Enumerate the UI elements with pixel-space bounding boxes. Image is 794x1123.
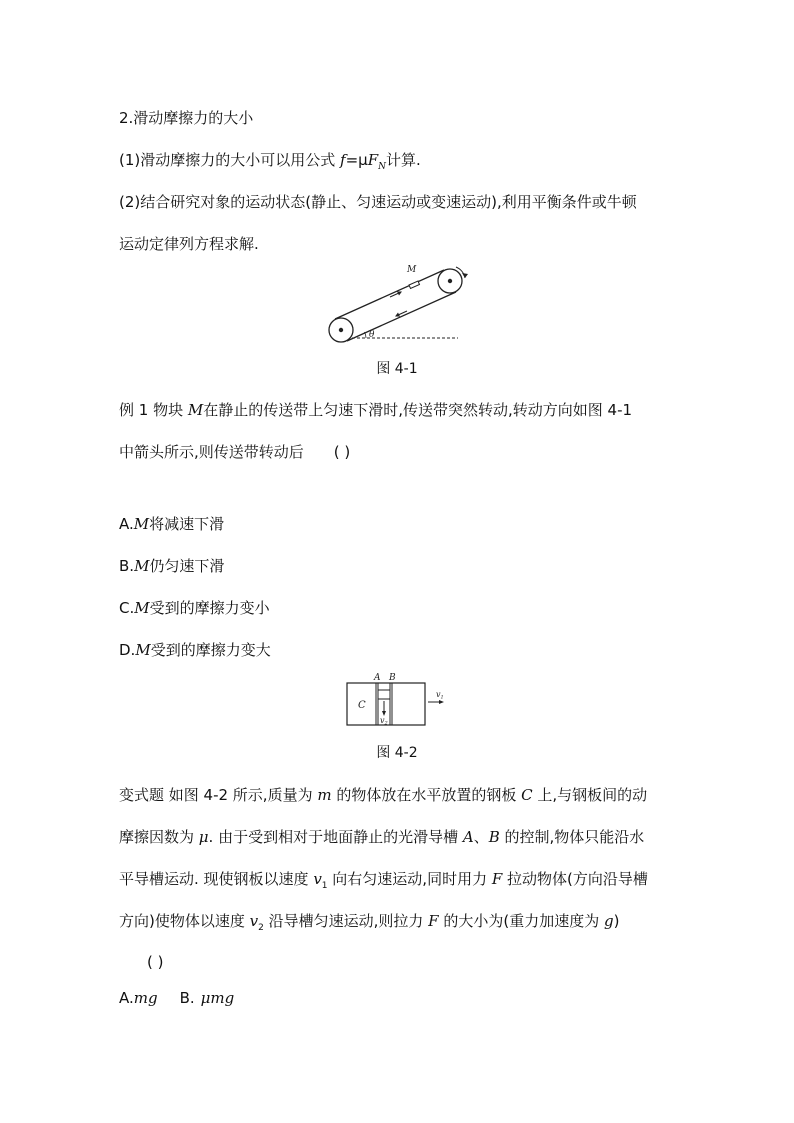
option-a bbox=[119, 514, 224, 534]
variant-var-F: F bbox=[491, 870, 503, 888]
variant-var-v2: v bbox=[249, 912, 259, 930]
option-d-letter: D. bbox=[119, 641, 136, 659]
formula-F: F bbox=[367, 151, 379, 169]
point-2-line-2: 运动定律列方程求解. bbox=[119, 235, 259, 253]
variant-options bbox=[119, 988, 234, 1008]
section-title: 2.滑动摩擦力的大小 bbox=[119, 109, 254, 127]
variant-var-C: C bbox=[521, 786, 533, 804]
variant-var-v2-sub: 2 bbox=[258, 923, 264, 933]
example-1-line-2 bbox=[119, 442, 350, 462]
variant-l2-text-b: . 由于受到相对于地面静止的光滑导槽 bbox=[208, 828, 463, 846]
variant-l2-text-d: 的控制,物体只能沿水 bbox=[499, 828, 645, 846]
variant-l3-text-b: 向右匀速运动,同时用力 bbox=[327, 870, 492, 888]
option-c bbox=[119, 598, 270, 618]
variant-line-3 bbox=[119, 869, 648, 896]
point-1 bbox=[119, 150, 421, 177]
variant-l2-text-c: 、 bbox=[473, 828, 489, 846]
belt-lower-edge bbox=[347, 292, 456, 341]
belt-upper-edge bbox=[335, 270, 444, 319]
label-C: C bbox=[358, 700, 366, 711]
block-M bbox=[409, 281, 420, 289]
option-c-text: 受到的摩擦力变小 bbox=[149, 599, 270, 617]
example-1-question: 中箭头所示,则传送带转动后 bbox=[119, 443, 304, 461]
option-d-var: M bbox=[135, 641, 151, 659]
option-b-letter: B. bbox=[119, 557, 135, 575]
option-a-text: 将减速下滑 bbox=[149, 515, 225, 533]
variant-var-B: B bbox=[488, 828, 500, 846]
label-M: M bbox=[407, 265, 417, 275]
variant-option-a-letter: A. bbox=[119, 989, 134, 1007]
variant-option-b-letter: B. bbox=[179, 989, 195, 1007]
formula-sub-N: N bbox=[378, 162, 387, 172]
variant-var-A: A bbox=[462, 828, 474, 846]
variant-l2-text-a: 摩擦因数为 bbox=[119, 828, 199, 846]
variant-var-F-2: F bbox=[428, 912, 439, 930]
option-c-var: M bbox=[134, 599, 150, 617]
example-1-line-1 bbox=[119, 400, 632, 420]
variant-var-v1-sub: 1 bbox=[321, 881, 328, 891]
variant-l1-text-c: 上,与钢板间的动 bbox=[532, 786, 648, 804]
label-theta: θ bbox=[369, 330, 375, 340]
figure-2-caption: 图 4-2 bbox=[376, 745, 418, 761]
option-a-var: M bbox=[133, 515, 150, 533]
v1-arrowhead bbox=[439, 700, 444, 704]
variant-var-g: g bbox=[603, 912, 614, 930]
variant-l4-text-c: 的大小为(重力加速度为 bbox=[438, 912, 604, 930]
point-1-prefix: (1)滑动摩擦力的大小可以用公式 bbox=[119, 151, 341, 169]
lower-pulley-axle bbox=[339, 328, 343, 332]
variant-l3-text-c: 拉动物体(方向沿导槽 bbox=[502, 870, 648, 888]
example-1-prefix: 例 1 物块 bbox=[119, 401, 188, 419]
variant-line-4 bbox=[119, 911, 619, 938]
label-A: A bbox=[374, 673, 381, 683]
option-d-text: 受到的摩擦力变大 bbox=[150, 641, 271, 659]
variant-var-m: m bbox=[317, 786, 332, 804]
figure-steel-plate bbox=[340, 670, 460, 730]
option-b-text: 仍匀速下滑 bbox=[149, 557, 225, 575]
example-1-suffix: 在静止的传送带上匀速下滑时,传送带突然转动,转动方向如图 4-1 bbox=[203, 401, 633, 419]
label-v2: v2 bbox=[380, 716, 388, 727]
label-v1: v1 bbox=[436, 690, 444, 701]
variant-option-b-value: mg bbox=[210, 989, 235, 1007]
formula-f: f bbox=[340, 151, 346, 169]
variant-option-a-value: mg bbox=[133, 989, 158, 1007]
variant-l1-text-a: 变式题 如图 4-2 所示,质量为 bbox=[119, 786, 318, 804]
option-d bbox=[119, 640, 271, 660]
option-c-letter: C. bbox=[119, 599, 135, 617]
variant-l4-text-a: 方向)使物体以速度 bbox=[119, 912, 250, 930]
figure-conveyor-belt bbox=[320, 255, 470, 350]
variant-bracket: ( ) bbox=[147, 953, 164, 971]
variant-line-2 bbox=[119, 827, 644, 847]
variant-option-b-mu: μ bbox=[200, 989, 211, 1007]
upper-pulley-axle bbox=[448, 279, 452, 283]
variant-l4-text-b: 沿导槽匀速运动,则拉力 bbox=[263, 912, 429, 930]
option-b bbox=[119, 556, 224, 576]
variant-l3-text-a: 平导槽运动. 现使钢板以速度 bbox=[119, 870, 314, 888]
variant-var-mu: μ bbox=[198, 828, 209, 846]
label-B: B bbox=[389, 673, 396, 683]
variant-l1-text-b: 的物体放在水平放置的钢板 bbox=[331, 786, 522, 804]
rotation-arrowhead bbox=[462, 273, 468, 278]
option-a-letter: A. bbox=[119, 515, 134, 533]
figure-1-caption: 图 4-1 bbox=[376, 361, 418, 377]
variant-line-1 bbox=[119, 785, 647, 805]
variant-l4-text-d: ) bbox=[613, 912, 620, 930]
option-b-var: M bbox=[134, 557, 150, 575]
point-2-line-1: (2)结合研究对象的运动状态(静止、匀速运动或变速运动),利用平衡条件或牛顿 bbox=[119, 193, 637, 211]
example-1-var-M: M bbox=[187, 401, 204, 419]
point-1-suffix: 计算. bbox=[386, 151, 421, 169]
formula-eq: =μ bbox=[345, 151, 368, 169]
example-1-bracket: ( ) bbox=[333, 443, 351, 461]
variant-var-v1: v bbox=[313, 870, 322, 888]
object-block bbox=[378, 690, 390, 699]
